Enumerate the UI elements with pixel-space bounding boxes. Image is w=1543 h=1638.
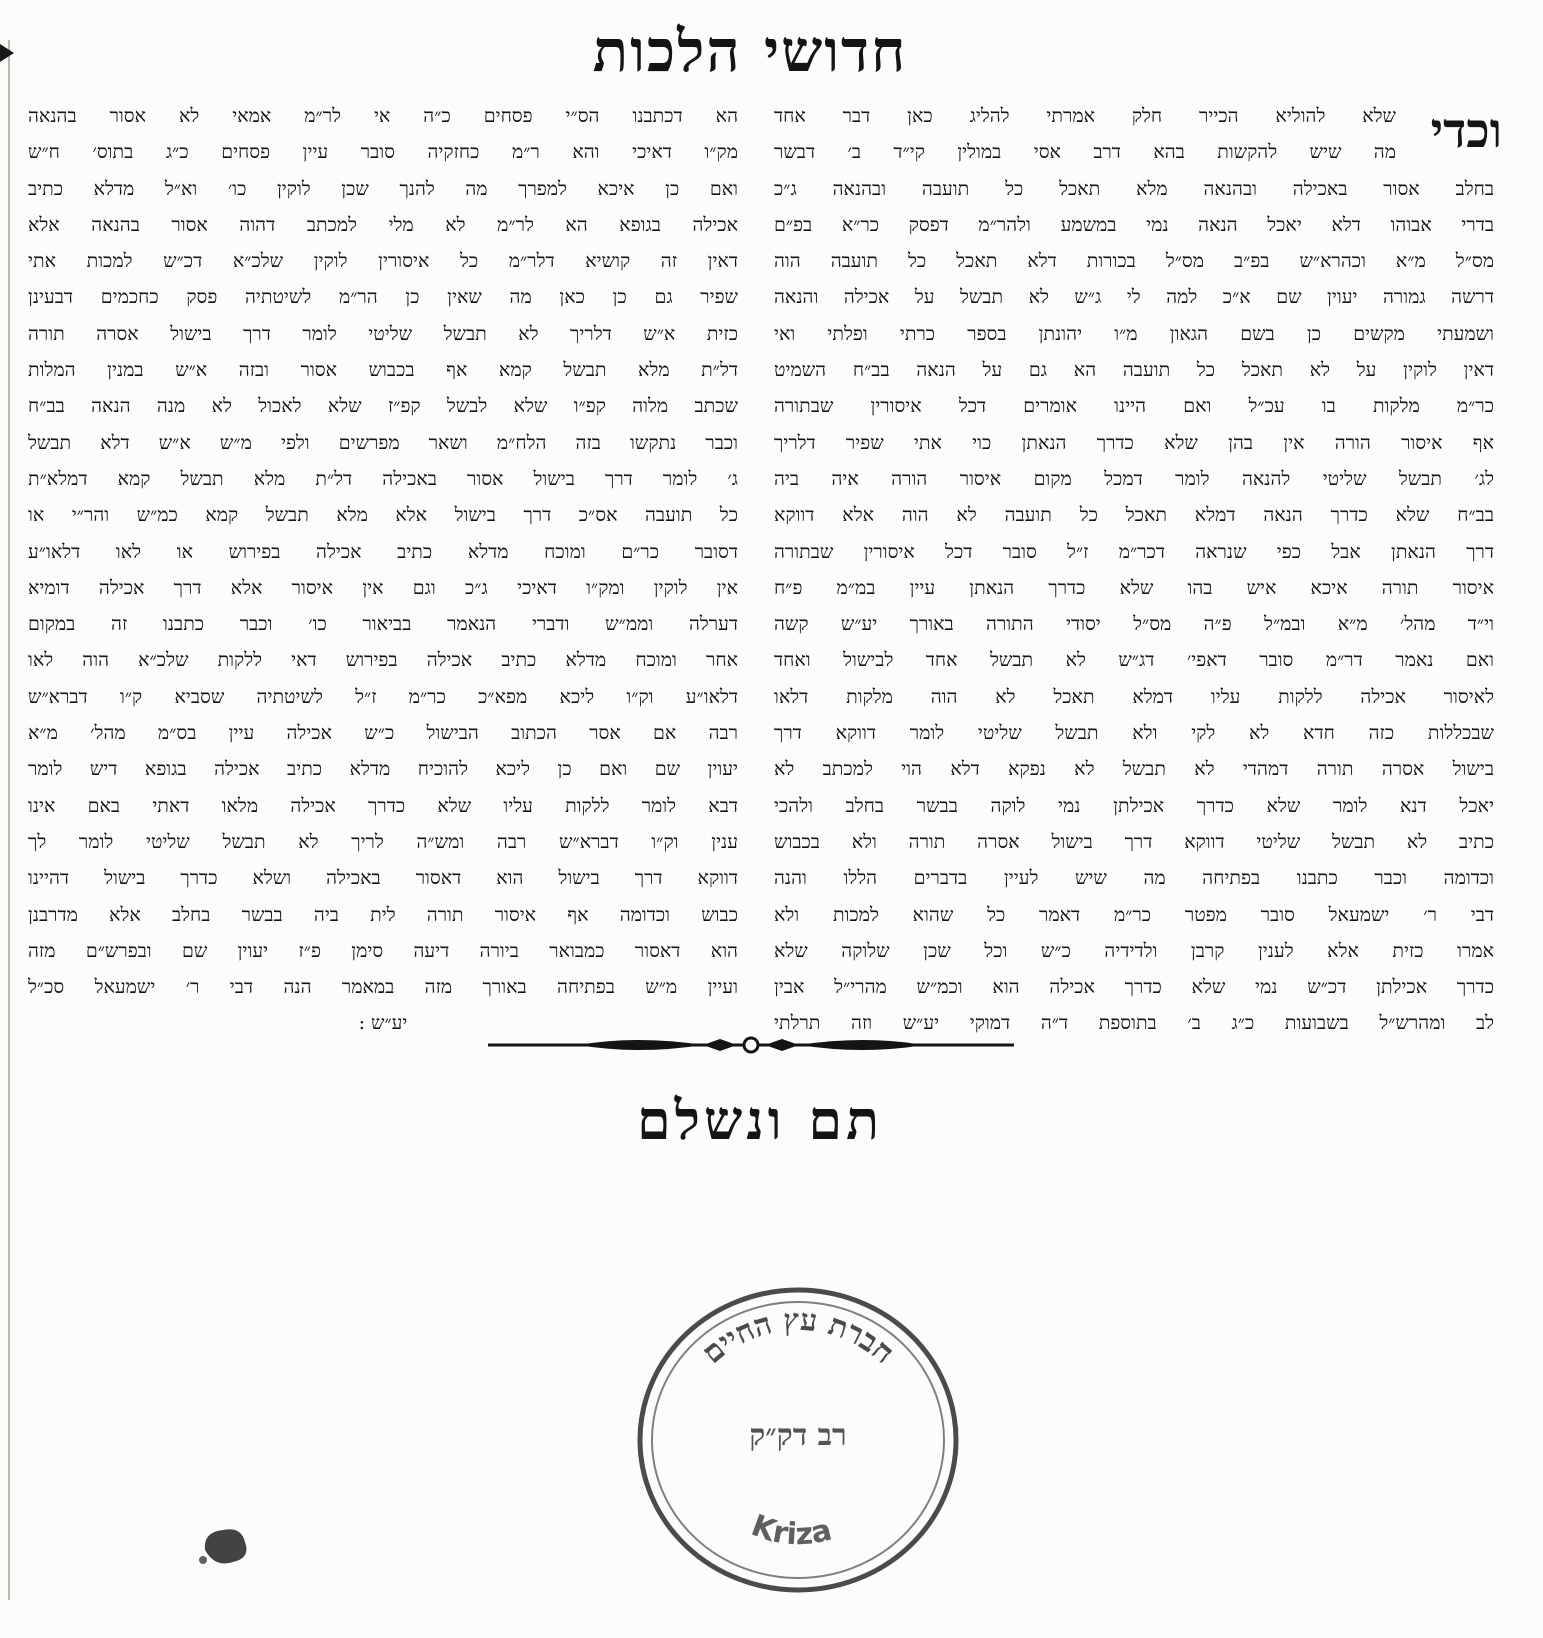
stamp-outer-text: חברת עץ החיים [695,1302,901,1371]
left-column-line: כל תועבה אס״כ דרך בישול אלא מלא תבשל קמא כמ״ש והר״י או [28,504,738,527]
right-text-column [774,98,1494,1035]
stamp-inner-text: רב דק״ק [749,1418,847,1453]
margin-arrow-icon [0,44,14,62]
left-column-line: רבה אם אסר הכתוב הבישול כ״ש אכילה עיין בס״מ מהל׳ מ״א [28,722,738,745]
right-column-line: וי״ד מהל׳ מ״א ובמ״ל פ״ה מס״ל יסודי התורה באורך יע״ש קשה [774,613,1494,636]
right-column-line: דאין לוקין על לא תאכל כל תועבה הא גם על הנאה בב״ח השמיט [774,359,1494,382]
right-column-line: ואם נאמר דר״מ סובר דאפי׳ דג״ש לא תבשל אחד לבישול ואחד [774,649,1494,672]
left-column-line: דאין זה קושיא דלר״מ כל איסורין לוקין שלכ״א דכ״ש למכות אתי [28,250,739,273]
right-column-line: בישול אסרה תורה דמהדי לא תבשל לא נפקא דלא הוי למכתב לא [774,758,1494,781]
left-column-line: ועיין מ״ש בפתיחה באורך מזה במאמר הנה דבי ר׳ ישמעאל סכ״ל [28,976,738,999]
right-column-line: אמרו כזית אלא לענין קרבן ולדידיה כ״ש וכל שכן שלוקה שלא [774,939,1494,962]
right-column-line: ושמעתי מקשים כן בשם הגאון מ״ו יהונתן בספר כרתי ופלתי ואי [774,322,1494,345]
stamp-latin-text: Kriza [746,1508,836,1553]
left-column-line: יע״ש : [358,1012,408,1035]
left-column-line: כבוש וכדומה אף איסור תורה לית ביה בבשר בחלב אלא מדרבנן [28,903,738,926]
left-column-line: דל״ת מלא תבשל קמא אף בכבוש אסור ובזה א״ש במנין המלות [28,359,738,382]
page-title: חדושי הלכות [592,17,908,85]
left-column-line: אחר ומוכח מדלא כתיב אכילה בפירוש דאי ללקות שלכ״א הוה לאו [28,649,738,672]
left-column-line: וכבר נתקשו בזה הלח״מ ושאר מפרשים ולפי מ״ש א״ש דלא תבשל [28,431,738,454]
left-column-line: ואם כן איכא למפרך מה להנך שכן לוקין כו׳ וא״ל מדלא כתיב [28,177,738,200]
left-column-line: ג׳ לומר דרך בישול אסור באכילה דל״ת מלא תבשל קמא דמלא״ת [28,467,738,490]
right-column-line: מס״ל מ״א וכהרא״ש בפ״ב מס״ל בכורות דלא תאכל כל תועבה הוה [774,250,1494,273]
left-column-line: דווקא דרך בישול הוא דאסור באכילה ושלא כדרך בישול דהיינו [28,867,738,890]
ink-blot [195,1520,255,1570]
right-column-line: איסור תורה איכא איש בהו שלא כדרך הנאתן עיין במ״מ פ״ח [774,576,1494,599]
svg-text:Kriza [747,1508,836,1552]
left-column-line: כזית א״ש דלריך לא תבשל שליטי לומר דרך בישול אסרה תורה [28,322,738,345]
right-column-line: דרך הנאתן אבל כפי שנראה דכר״מ ז״ל סובר דכל איסורין שבתורה [774,540,1494,563]
right-column-line: שלא להוליא הכייר חלק אמרתי להליג כאן דבר אחד [774,105,1396,127]
right-column-line: יאכל דנא לומר שלא כדרך אכילתן נמי לוקה בבשר בחלב ולהכי [774,794,1494,817]
left-column-line: ענין וק״ו דברא״ש רבה ומש״ה לריך לא תבשל שליטי לומר לך [28,830,738,853]
closing-text: תם ונשלם [637,1088,883,1152]
left-column-line: שכתב מלוה קפ״ו שלא לבשל קפ״ז שלא לאכול לא מנה הנאה בב״ח [28,395,738,418]
right-column-line: בדרי אבוהו דלא יאכל הנאה נמי במשמע ולהר״מ דפסק כר״א בפ״ם [774,213,1494,236]
left-column-line: דבא לומר ללקות עליו שלא כדרך אכילה מלאו דאתי באם אינו [28,794,738,817]
right-column-line: שבכללות כזה חדא לא לקי ולא תבשל שליטי לומר דווקא דרך [774,722,1494,745]
right-column-line: וכדומה וכבר כתבנו בפתיחה מה שיש לעיין בדברים הללו והנה [774,867,1494,890]
library-stamp [628,1280,968,1600]
left-column-line: מק״ו דאיכי והא ר״מ כחזקיה סובר עיין פסחים כ״ג בתוס׳ ח״ש [28,141,738,164]
right-column-line: כר״מ מלקות בו עכ״ל ואם היינו אומרים דכל איסורין שבתורה [774,395,1494,418]
right-column-line: בחלב אסור באכילה ובהנאה מלא תאכל כל תועבה ובהנאה ג״כ [774,177,1494,200]
left-column-line: אין לוקין ומק״ו דאיכי ג״כ וגם אין איסור אלא דרך אכילה דומיא [28,576,738,599]
left-column-line: אכילה בגופא הא לר״מ לא מלי למכתב דהוה אסור בהנאה אלא [28,213,738,236]
svg-text:חברת עץ החיים [695,1303,900,1371]
right-column-line: לב ומהרש״ל בשבועות כ״ג ב׳ בתוספת ד״ה דמוקי יע״ש וזה תרלתי [774,1012,1494,1035]
left-text-column [28,98,739,1035]
binding-edge-line [8,40,10,1600]
ornamental-divider [488,1030,1014,1060]
right-column-line: כדרך אכילתן דכ״ש נמי שלא כדרך אכילה הוא וכמ״ש מהרי״ל אבין [774,976,1494,999]
left-column-line: שפיר גם כן כאן מה שאין כן הר״מ לשיטתיה פסק כחכמים דבעינן [28,286,738,309]
left-column-line: הא דכתבנו הס״י פסחים כ״ה אי לר״מ אמאי לא אסור בהנאה [28,105,738,127]
left-column-line: הוא דאסור כמבואר ביורה דיעה סימן פ״ז יעוין שם ובפרש״ם מזה [28,939,738,962]
right-column-line: אף איסור הורה אין בהן שלא כדרך הנאתן כוי אתי שפיר דלריך [774,431,1494,454]
left-column-line: יעוין שם ואם כן ליכא להוכיח מדלא כתיב אכילה בגופא דיש לומר [28,758,738,781]
right-column-line: בב״ח שלא כדרך הנאה דמלא תאכל כל תועבה לא הוה אלא דווקא [774,504,1494,527]
left-column-line: דסובר כר״ם ומוכח מדלא כתיב אכילה בפירוש או לאו דלאו״ע [28,540,738,563]
right-column-line: לג׳ תבשל שליטי להנאה לומר דמכל מקום איסור הורה איה ביה [774,467,1494,490]
opening-word: וכדי [1430,103,1502,159]
right-column-line: לאיסור אכילה ללקות עליו דמלא תאכל לא הוה מלקות דלאו [774,685,1494,708]
left-column-line: דערלה וממ״ש ודברי הנאמר בביאור כו׳ וכבר כתבנו זה במקום [28,613,738,636]
right-column-line: דרשה גמורה יעוין שם א״כ למה לי ג״ש לא תבשל על אכילה והנאה [774,286,1494,309]
left-column-line: דלאו״ע וק״ו ליכא מפא״כ כר״מ ז״ל לשיטתיה שסביא ק״ו דברא״ש [28,685,738,708]
right-column-line: כתיב לא תבשל שליטי דווקא דרך בישול אסרה תורה ולא בכבוש [774,830,1494,853]
right-column-line: מה שיש להקשות בהא דרב אסי במולין קי״ד ב׳ דבשר [774,141,1396,164]
right-column-line: דבי ר׳ ישמעאל סובר מפטר כר״מ דאמר כל שהוא למכות ולא [774,903,1494,926]
